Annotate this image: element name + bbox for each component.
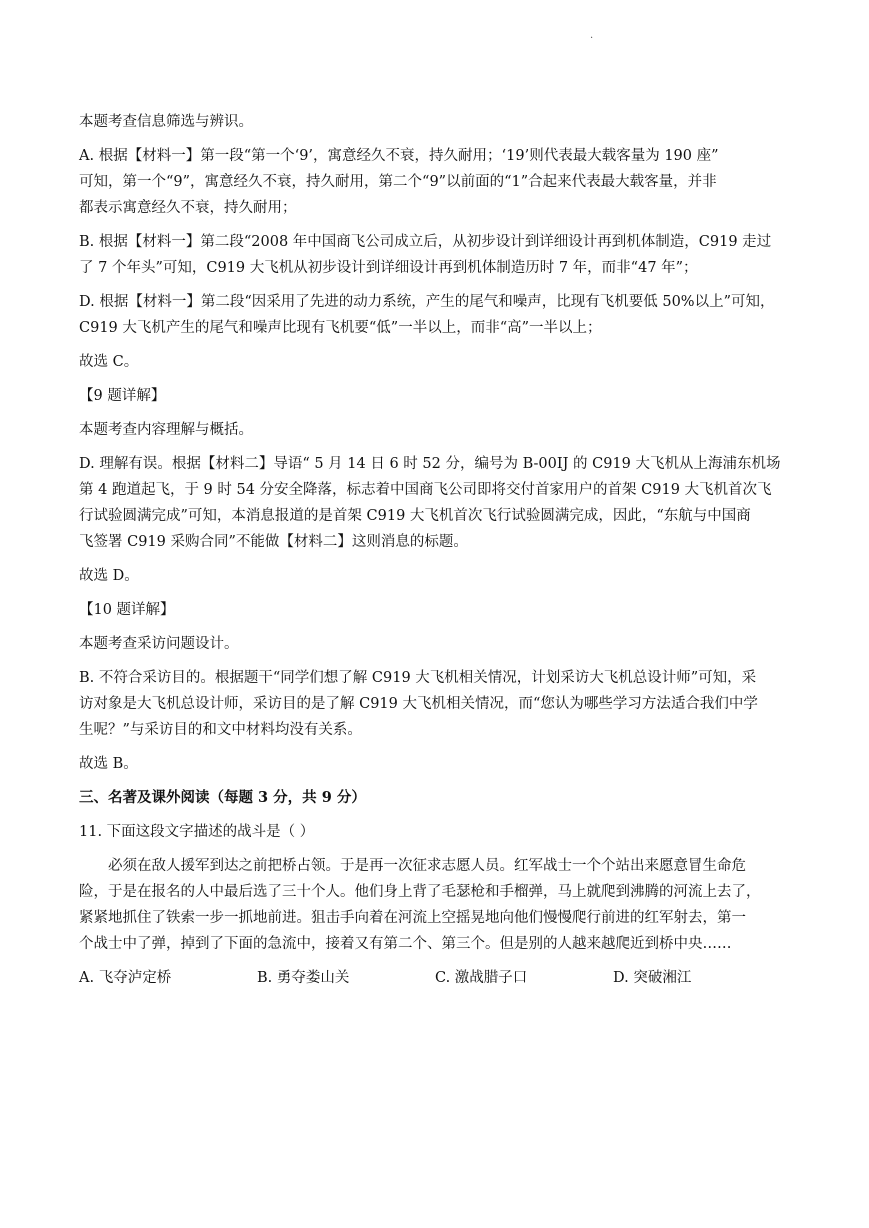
text-line: B. 不符合采访目的。根据题干“同学们想了解 C919 大飞机相关情况，计划采访大飞机总设计师”可知，采 (79, 670, 757, 686)
text-line: 生呢？”与采访目的和文中材料均没有关系。 (79, 722, 362, 738)
option-a: A. 飞夺泸定桥 (79, 970, 172, 986)
text-line: 第 4 跑道起飞，于 9 时 54 分安全降落，标志着中国商飞公司即将交付首家用户的首架 C919 大飞机首次飞 (79, 482, 772, 498)
text-line: 都表示寓意经久不衰，持久耐用； (79, 200, 297, 216)
text-line: C919 大飞机产生的尾气和噪声比现有飞机要“低”一半以上，而非“高”一半以上； (79, 320, 602, 336)
q10-intro: 本题考查采访问题设计。 (79, 636, 239, 652)
text-line: 必须在敌人援军到达之前把桥占领。于是再一次征求志愿人员。红军战士一个个站出来愿意冒生命危 (108, 858, 746, 874)
text-line: D. 理解有误。根据【材料二】导语“ 5 月 14 日 6 时 52 分，编号为 B-00IJ 的 C919 大飞机从上海浦东机场 (79, 456, 781, 472)
q10-answer: 故选 B。 (79, 756, 138, 772)
text-line: 个战士中了弹，掉到了下面的急流中，接着又有第二个、第三个。但是别的人越来越爬近到桥中央…… (79, 936, 732, 952)
q8-option-b-analysis (79, 229, 791, 281)
text-line: 可知，第一个“9”，寓意经久不衰，持久耐用，第二个“9”以前面的“1”合起来代表最大载客量，并非 (79, 174, 717, 190)
text-line: 了 7 个年头”可知，C919 大飞机从初步设计到详细设计再到机体制造历时 7 年，而非“47 年”； (79, 260, 698, 276)
option-d: D. 突破湘江 (613, 970, 692, 986)
text-line: D. 根据【材料一】第二段“因采用了先进的动力系统，产生的尾气和噪声，比现有飞机要低 50%以上”可知， (79, 294, 775, 310)
option-b: B. 勇夺娄山关 (257, 970, 350, 986)
q9-answer: 故选 D。 (79, 568, 139, 584)
q9-intro: 本题考查内容理解与概括。 (79, 422, 253, 438)
page-marker-dot: . (590, 30, 594, 41)
text-line: A. 根据【材料一】第一段“第一个‘9’，寓意经久不衰，持久耐用；‘19’则代表最大载客量为 190 座” (79, 148, 719, 164)
option-c: C. 激战腊子口 (435, 970, 528, 986)
q11-options (79, 965, 791, 991)
text-line: 飞签署 C919 采购合同”不能做【材料二】这则消息的标题。 (79, 534, 468, 550)
q11-stem: 11. 下面这段文字描述的战斗是（ ） (79, 824, 315, 840)
text-line: 访对象是大飞机总设计师，采访目的是了解 C919 大飞机相关情况，而“您认为哪些学习方法适合我们中学 (79, 696, 758, 712)
text-line: 行试验圆满完成”可知，本消息报道的是首架 C919 大飞机首次飞行试验圆满完成，因此，“东航与中国商 (79, 508, 751, 524)
q9-title: 【9 题详解】 (79, 388, 166, 404)
q8-answer: 故选 C。 (79, 354, 139, 370)
q10-option-b-analysis (79, 665, 791, 743)
q9-option-d-analysis (79, 451, 791, 555)
text-line: 险，于是在报名的人中最后选了三十个人。他们身上背了毛瑟枪和手榴弹，马上就爬到沸腾的河流上去了， (79, 884, 761, 900)
text-line: 紧紧地抓住了铁索一步一抓地前进。狙击手向着在河流上空摇晃地向他们慢慢爬行前进的红军射去，第一 (79, 910, 746, 926)
q8-option-a-analysis (79, 143, 791, 221)
q8-intro: 本题考查信息筛选与辨识。 (79, 114, 253, 130)
text-line: B. 根据【材料一】第二段“2008 年中国商飞公司成立后，从初步设计到详细设计再到机体制造，C919 走过 (79, 234, 772, 250)
q10-title: 【10 题详解】 (79, 602, 175, 618)
document-body (79, 109, 791, 991)
q11-passage (79, 853, 791, 957)
section-heading: 三、名著及课外阅读（每题 3 分，共 9 分） (79, 789, 366, 806)
q8-option-d-analysis (79, 289, 791, 341)
